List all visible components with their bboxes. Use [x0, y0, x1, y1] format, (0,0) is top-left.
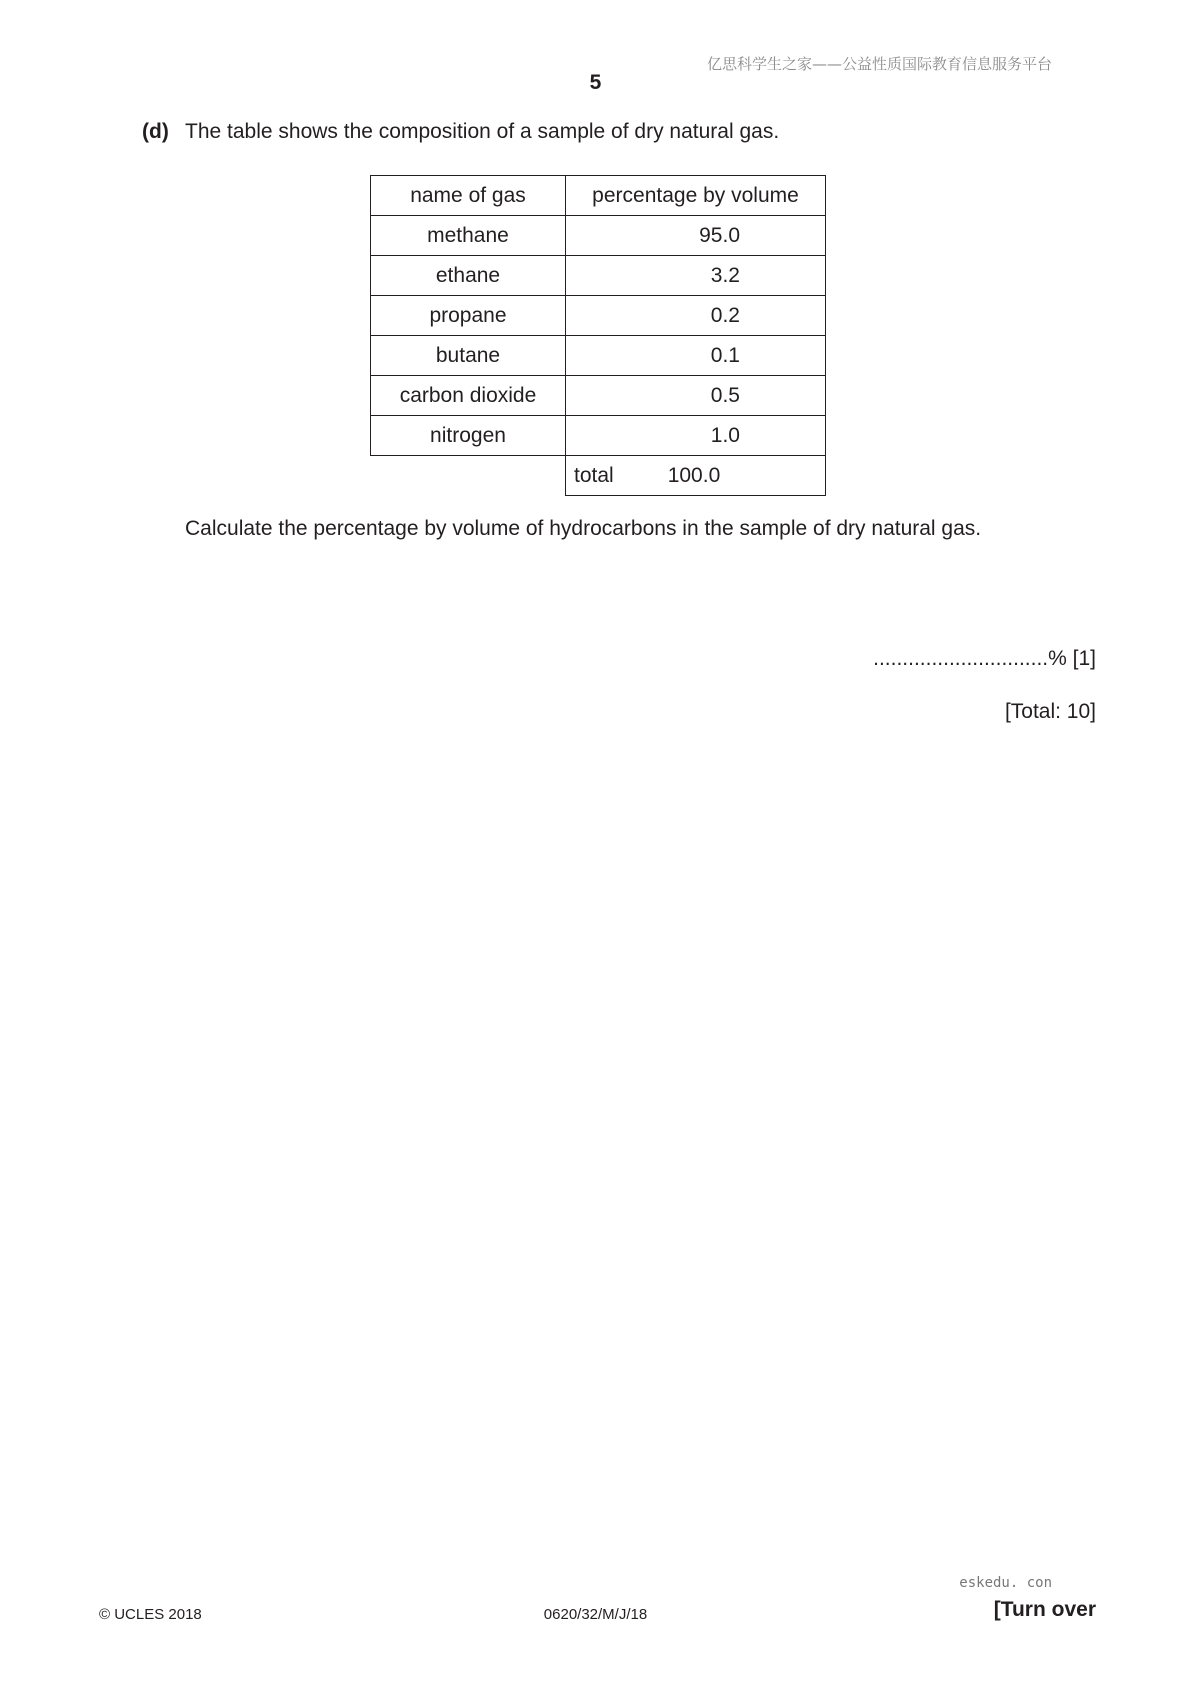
gas-percentage-value: 0.5 [710, 383, 740, 407]
answer-line[interactable]: ..............................% [1] [873, 647, 1096, 670]
gas-name-cell: propane [371, 296, 566, 336]
question-text: The table shows the composition of a sample of dry natural gas. [185, 120, 780, 143]
gas-name-cell: butane [371, 336, 566, 376]
total-marks: [Total: 10] [1004, 700, 1096, 723]
table-row [371, 336, 826, 376]
table-row [371, 216, 826, 256]
empty-cell [371, 456, 566, 496]
gas-name-cell: nitrogen [371, 416, 566, 456]
calculation-instruction: Calculate the percentage by volume of hydrocarbons in the sample of dry natural gas. [185, 517, 982, 540]
header-name-of-gas: name of gas [371, 176, 566, 216]
gas-percentage-cell [566, 216, 826, 256]
table-row [371, 376, 826, 416]
gas-percentage-cell [566, 296, 826, 336]
gas-percentage-value: 1.0 [710, 423, 740, 447]
table-row [371, 296, 826, 336]
table-row [371, 416, 826, 456]
turn-over-text: [Turn over [993, 1598, 1096, 1621]
gas-composition-table [370, 175, 826, 496]
gas-percentage-cell [566, 336, 826, 376]
page-number: 5 [589, 71, 602, 94]
paper-code: 0620/32/M/J/18 [543, 1606, 648, 1623]
gas-name-cell: ethane [371, 256, 566, 296]
gas-percentage-value: 0.1 [710, 343, 740, 367]
question-label: (d) [142, 120, 169, 143]
gas-percentage-value: 95.0 [699, 223, 740, 247]
header-percentage-by-volume: percentage by volume [566, 176, 826, 216]
gas-name-cell: methane [371, 216, 566, 256]
gas-percentage-cell [566, 416, 826, 456]
gas-name-cell: carbon dioxide [371, 376, 566, 416]
table-total-row [371, 456, 826, 496]
gas-percentage-value: 0.2 [710, 303, 740, 327]
gas-percentage-cell [566, 376, 826, 416]
gas-percentage-cell [566, 256, 826, 296]
header-watermark: 亿思科学生之家——公益性质国际教育信息服务平台 [706, 55, 1052, 73]
total-value: 100.0 [667, 463, 721, 487]
total-label: total [574, 463, 614, 487]
table-row [371, 256, 826, 296]
copyright-text: © UCLES 2018 [99, 1606, 202, 1623]
total-cell [566, 456, 826, 496]
table-header-row [371, 176, 826, 216]
gas-percentage-value: 3.2 [710, 263, 740, 287]
footer-watermark: eskedu. con [959, 1575, 1052, 1591]
